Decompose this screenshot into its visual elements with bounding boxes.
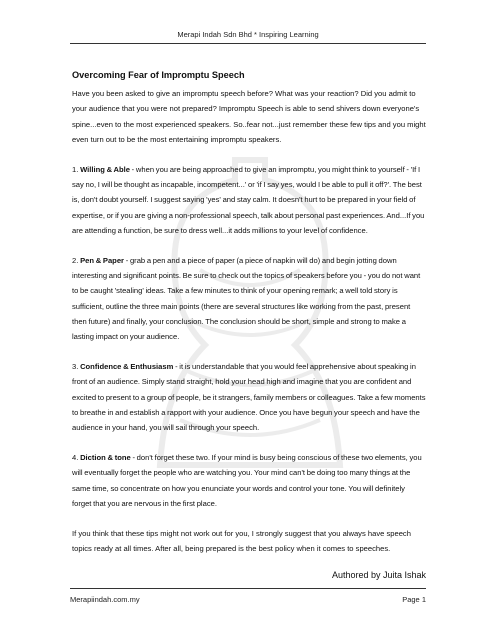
tip-heading: Diction & tone — [80, 452, 131, 462]
page-header: Merapi Indah Sdn Bhd * Inspiring Learning — [177, 30, 319, 39]
footer-site-link[interactable]: Merapiindah.com.my — [70, 595, 140, 604]
tip-number: 2. — [72, 255, 79, 265]
page-number — [402, 595, 426, 604]
tip-number: 4. — [72, 452, 79, 462]
tip-paragraph — [72, 450, 426, 511]
tip-heading: Willing & Able — [80, 164, 130, 174]
tip-paragraph — [72, 359, 426, 435]
tip-text: - when you are being approached to give an impromptu, you might think to yourself - 'If I say no, I will be thought as incapable, incompetent...' or 'if I say yes, would I be able to pull it off?'. The best is, don't doubt yourself. I suggest saying 'yes' and stay calm. It doesn't hurt to be prepared in your field of expertise, or if you are giving a non-professional speech, talk about personal past experiences. And...If you are attending a function, be sure to dress well...it adds millions to your level of confidence. — [72, 164, 425, 235]
article-body — [72, 86, 426, 556]
page-label: Page — [402, 595, 420, 604]
closing-paragraph: If you think that these tips might not work out for you, I strongly suggest that you always have speech topics ready at all times. After all, being prepared is the best policy when it comes to speeches. — [72, 528, 411, 553]
tip-text: - grab a pen and a piece of paper (a piece of napkin will do) and begin jotting down interesting and significant points. Be sure to check out the topics of speakers before you - you do not want to be caught 'stealing' ideas. Take a few minutes to think of your opening remark; a well told story is sufficient, outline the three main points (there are several structures like working from the past, present then future) and finally, your conclusion. The conclusion should be short, simple and strong to make a lasting impact on your audience. — [72, 255, 421, 342]
header-divider — [70, 43, 426, 44]
footer-divider — [70, 588, 426, 589]
tip-heading: Pen & Paper — [80, 255, 124, 265]
tip-paragraph — [72, 253, 426, 345]
page-number-value: 1 — [421, 595, 426, 604]
tip-text: - it is understandable that you would feel apprehensive about speaking in front of an audience. Simply stand straight, hold your head high and imagine that you are confident and excited to present to a group of people, be it strangers, family members or colleagues. Take a few moments to breathe in and establish a rapport with your audience. Once you have begun your speech and have the audience in your hand, you will sail through your speech. — [72, 361, 426, 433]
tip-heading: Confidence & Enthusiasm — [80, 361, 174, 371]
tip-paragraph — [72, 162, 426, 238]
tip-number: 3. — [72, 361, 79, 371]
tip-text: - don't forget these two. If your mind is busy being conscious of these two elements, you will eventually forget the people who are watching you. Your mind can't be doing too many things at the same time, so concentrate on how you enunciate your words and control your tone. You will definitely forget that you are nervous in the first place. — [72, 452, 422, 508]
author-credit: Authored by Juita Ishak — [331, 570, 426, 580]
intro-paragraph: Have you been asked to give an impromptu speech before? What was your reaction? Did you admit to your audience that you were not prepared? Impromptu Speech is able to send shivers down everyone's spine...even to the most experienced speakers. So..fear not...just remember these few tips and you might even turn out to be the most entertaining impromptu speakers. — [72, 89, 426, 144]
article-title: Overcoming Fear of Impromptu Speech — [72, 70, 245, 80]
tip-number: 1. — [72, 164, 79, 174]
